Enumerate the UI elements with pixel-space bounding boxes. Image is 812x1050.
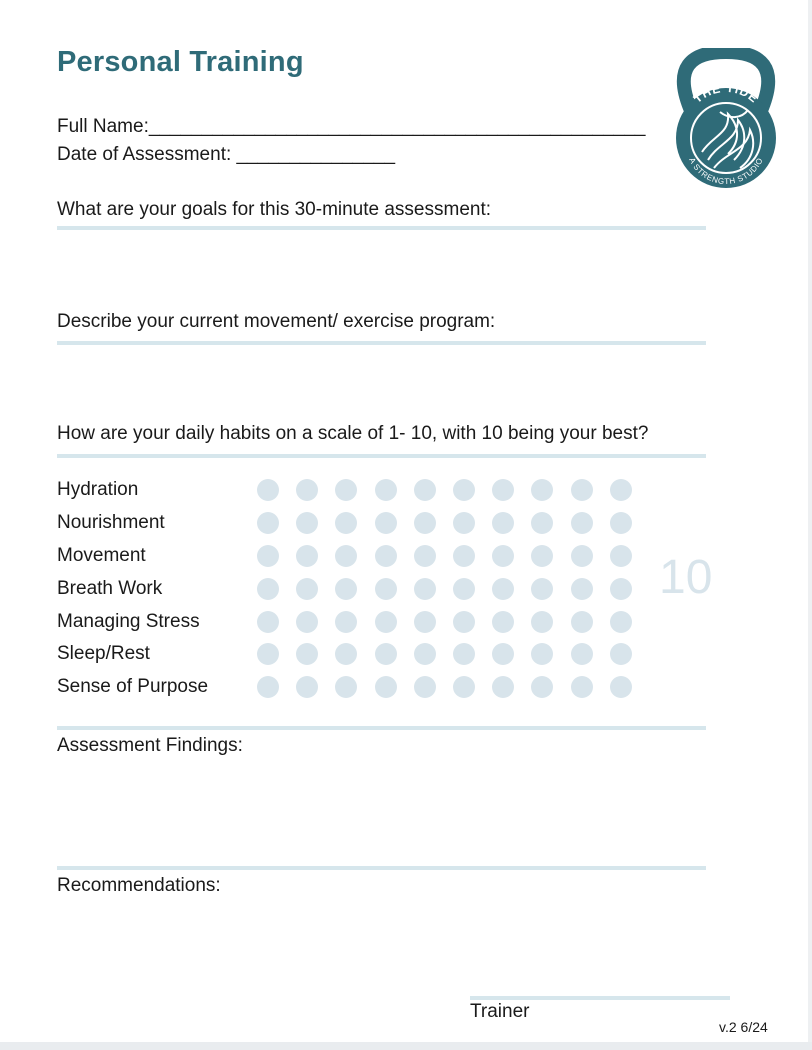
rating-dot-6[interactable] (453, 578, 475, 600)
rating-dot-3[interactable] (335, 578, 357, 600)
rating-dot-9[interactable] (571, 479, 593, 501)
rating-dot-7[interactable] (492, 676, 514, 698)
rating-dot-8[interactable] (531, 611, 553, 633)
full-name-field[interactable]: Full Name:_______________________________________________ (57, 116, 646, 137)
rating-dot-4[interactable] (375, 643, 397, 665)
page-edge-bottom (0, 1042, 812, 1050)
rating-dot-1[interactable] (257, 545, 279, 567)
the-tide-logo (668, 48, 784, 198)
rating-dot-7[interactable] (492, 545, 514, 567)
rating-dot-10[interactable] (610, 676, 632, 698)
program-rule (57, 341, 706, 345)
rating-dot-5[interactable] (414, 512, 436, 534)
rating-dot-2[interactable] (296, 479, 318, 501)
rating-dot-8[interactable] (531, 676, 553, 698)
rating-dot-10[interactable] (610, 578, 632, 600)
rating-dot-9[interactable] (571, 512, 593, 534)
rating-dot-3[interactable] (335, 545, 357, 567)
rating-dot-10[interactable] (610, 512, 632, 534)
habit-label: Movement (57, 545, 146, 566)
rating-dot-3[interactable] (335, 676, 357, 698)
rating-dot-8[interactable] (531, 545, 553, 567)
scale-max-label: 10 (659, 551, 713, 604)
rating-dot-3[interactable] (335, 643, 357, 665)
logo-top-text: THE TIDE (690, 80, 762, 106)
rating-dot-6[interactable] (453, 479, 475, 501)
rating-dot-5[interactable] (414, 676, 436, 698)
recommendations-rule (57, 866, 706, 870)
habit-label: Breath Work (57, 578, 163, 599)
rating-dot-5[interactable] (414, 611, 436, 633)
rating-dot-5[interactable] (414, 643, 436, 665)
page-title: Personal Training (57, 46, 304, 78)
rating-dot-2[interactable] (296, 643, 318, 665)
rating-dot-3[interactable] (335, 611, 357, 633)
rating-dot-4[interactable] (375, 611, 397, 633)
page-edge-right (808, 0, 812, 1050)
rating-dot-7[interactable] (492, 643, 514, 665)
rating-dot-10[interactable] (610, 545, 632, 567)
program-question: Describe your current movement/ exercise program: (57, 311, 496, 332)
findings-label: Assessment Findings: (57, 735, 243, 756)
rating-dot-5[interactable] (414, 545, 436, 567)
rating-dot-9[interactable] (571, 545, 593, 567)
habits-rule (57, 454, 706, 458)
rating-dot-8[interactable] (531, 512, 553, 534)
rating-dot-7[interactable] (492, 479, 514, 501)
rating-dot-6[interactable] (453, 643, 475, 665)
rating-dot-8[interactable] (531, 643, 553, 665)
rating-dot-3[interactable] (335, 479, 357, 501)
rating-dot-2[interactable] (296, 512, 318, 534)
rating-dot-9[interactable] (571, 676, 593, 698)
rating-dot-6[interactable] (453, 512, 475, 534)
rating-dot-2[interactable] (296, 545, 318, 567)
rating-dot-1[interactable] (257, 643, 279, 665)
rating-dot-4[interactable] (375, 676, 397, 698)
habit-label: Nourishment (57, 512, 165, 533)
logo-bottom-text: A STRENGTH STUDIO (687, 156, 765, 187)
rating-dot-2[interactable] (296, 676, 318, 698)
goals-rule (57, 226, 706, 230)
rating-dot-1[interactable] (257, 578, 279, 600)
rating-dot-6[interactable] (453, 611, 475, 633)
rating-dot-4[interactable] (375, 512, 397, 534)
trainer-signature-line[interactable] (470, 996, 730, 1000)
rating-dot-4[interactable] (375, 479, 397, 501)
rating-dot-1[interactable] (257, 676, 279, 698)
rating-dot-7[interactable] (492, 578, 514, 600)
rating-dot-10[interactable] (610, 643, 632, 665)
habits-question: How are your daily habits on a scale of 1- 10, with 10 being your best? (57, 423, 649, 444)
rating-dot-4[interactable] (375, 578, 397, 600)
habit-label: Sleep/Rest (57, 643, 150, 664)
findings-rule (57, 726, 706, 730)
rating-dot-10[interactable] (610, 611, 632, 633)
rating-dot-3[interactable] (335, 512, 357, 534)
rating-dot-2[interactable] (296, 578, 318, 600)
rating-dot-5[interactable] (414, 479, 436, 501)
rating-dot-8[interactable] (531, 479, 553, 501)
rating-dot-9[interactable] (571, 578, 593, 600)
rating-dot-1[interactable] (257, 611, 279, 633)
rating-dot-9[interactable] (571, 643, 593, 665)
rating-dot-9[interactable] (571, 611, 593, 633)
date-field[interactable]: Date of Assessment: _______________ (57, 144, 396, 165)
recommendations-label: Recommendations: (57, 875, 221, 896)
rating-dot-7[interactable] (492, 512, 514, 534)
habit-label: Hydration (57, 479, 139, 500)
rating-dot-5[interactable] (414, 578, 436, 600)
rating-dot-2[interactable] (296, 611, 318, 633)
habit-label: Sense of Purpose (57, 676, 209, 697)
rating-dot-1[interactable] (257, 512, 279, 534)
trainer-label: Trainer (470, 1001, 530, 1022)
rating-dot-10[interactable] (610, 479, 632, 501)
version-label: v.2 6/24 (719, 1019, 768, 1035)
rating-dot-1[interactable] (257, 479, 279, 501)
rating-dot-6[interactable] (453, 676, 475, 698)
rating-dot-4[interactable] (375, 545, 397, 567)
goals-question: What are your goals for this 30-minute assessment: (57, 199, 492, 220)
rating-dot-7[interactable] (492, 611, 514, 633)
rating-dot-8[interactable] (531, 578, 553, 600)
habit-label: Managing Stress (57, 611, 200, 632)
rating-dot-6[interactable] (453, 545, 475, 567)
